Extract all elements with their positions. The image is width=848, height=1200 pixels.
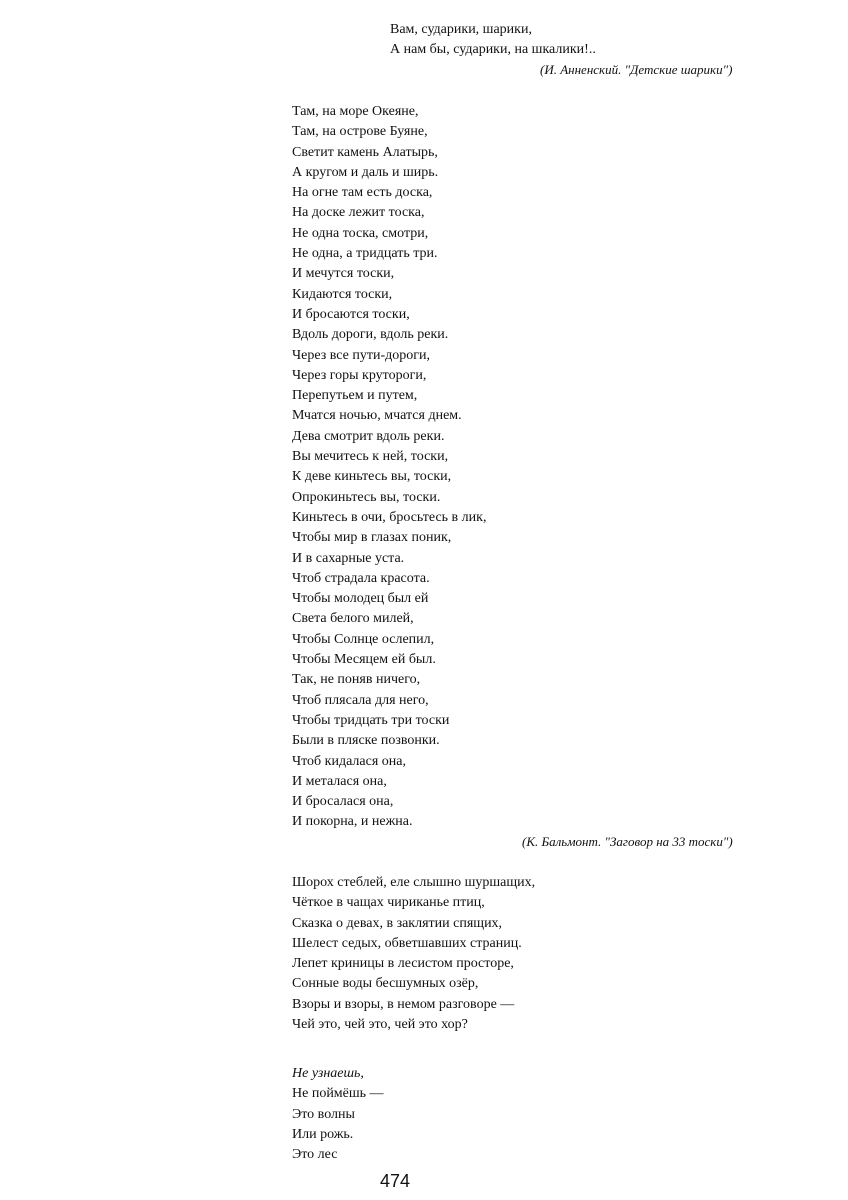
poem-main (292, 102, 486, 833)
poem-line: Чёткое в чащах чириканье птиц, (292, 895, 485, 911)
poem-line: Взоры и взоры, в немом разговоре — (292, 996, 515, 1012)
poem-line: Опрокиньтесь вы, тоски. (292, 489, 441, 505)
poem-line: И бросалася она, (292, 794, 394, 810)
poem-line: Чтобы Солнце ослепил, (292, 631, 435, 647)
poem-line: Через все пути-дороги, (292, 347, 430, 363)
epigraph-attribution: (И. Анненский. "Детские шарики") (540, 62, 733, 77)
poem-line: Были в пляске позвонки. (292, 733, 440, 749)
poem-line: Там, на море Океяне, (292, 104, 419, 119)
poem-main-attribution: (К. Бальмонт. "Заговор на 33 тоски") (522, 834, 733, 849)
poem-line: Светит камень Алатырь, (292, 144, 438, 160)
poem-line: Вдоль дороги, вдоль реки. (292, 327, 449, 343)
poem-line: Шорох стеблей, еле слышно шуршащих, (292, 875, 536, 890)
poem-line: И в сахарные уста. (292, 550, 405, 566)
poem-line: И мечутся тоски, (292, 266, 395, 282)
poem-line: Не узнаешь, (292, 1066, 364, 1081)
poem-line: И металася она, (292, 773, 387, 789)
poem-line: Там, на острове Буяне, (292, 124, 428, 140)
poem-second (292, 873, 535, 1035)
poem-line: Чтобы Месяцем ей был. (292, 652, 436, 668)
poem-line: Так, не поняв ничего, (292, 672, 421, 688)
poem-line: Киньтесь в очи, бросьтесь в лик, (292, 509, 487, 525)
page-number: 474 (380, 1171, 411, 1191)
poem-line: Перепутьем и путем, (292, 388, 418, 404)
poem-line: Сказка о девах, в заклятии спящих, (292, 915, 503, 931)
poem-line: Шелест седых, обветшавших страниц. (292, 935, 522, 951)
poem-line: Сонные воды бесшумных озёр, (292, 976, 479, 992)
poem-line: На доске лежит тоска, (292, 205, 425, 221)
poem-line: Это лес (292, 1147, 338, 1163)
poem-line: Лепет криницы в лесистом просторе, (292, 956, 514, 972)
poem-line: Чей это, чей это, чей это хор? (292, 1017, 468, 1033)
poem-line: Чтоб страдала красота. (292, 570, 430, 586)
epigraph (390, 20, 596, 60)
poem-line: Чтобы тридцать три тоски (292, 712, 450, 728)
poem-line: И покорна, и нежна. (292, 814, 413, 830)
poem-line: Дева смотрит вдоль реки. (292, 428, 445, 444)
poem-line: А кругом и даль и ширь. (292, 164, 439, 180)
poem-line: Чтобы молодец был ей (292, 591, 429, 607)
poem-third (292, 1064, 384, 1165)
poem-line: Чтоб плясала для него, (292, 692, 429, 708)
poem-line: И бросаются тоски, (292, 306, 410, 322)
poem-line: Мчатся ночью, мчатся днем. (292, 408, 462, 424)
poem-line: К деве киньтесь вы, тоски, (292, 469, 452, 485)
poem-line: Или рожь. (292, 1126, 354, 1142)
poem-line: Не поймёшь — (292, 1086, 384, 1102)
poem-line: Света белого милей, (292, 611, 414, 627)
poem-line: Чтобы мир в глазах поник, (292, 530, 452, 546)
poem-line: На огне там есть доска, (292, 185, 433, 201)
poem-line: Не одна тоска, смотри, (292, 225, 429, 241)
poem-line: Это волны (292, 1106, 355, 1122)
poem-line: Вы мечитесь к ней, тоски, (292, 449, 449, 465)
poem-line: Не одна, а тридцать три. (292, 246, 438, 262)
poem-line: Кидаются тоски, (292, 286, 393, 302)
poem-line: Через горы крутороги, (292, 367, 427, 383)
epigraph-line: Вам, сударики, шарики, (390, 22, 532, 37)
epigraph-line: А нам бы, сударики, на шкалики!.. (390, 42, 596, 57)
poem-line: Чтоб кидалася она, (292, 753, 406, 769)
